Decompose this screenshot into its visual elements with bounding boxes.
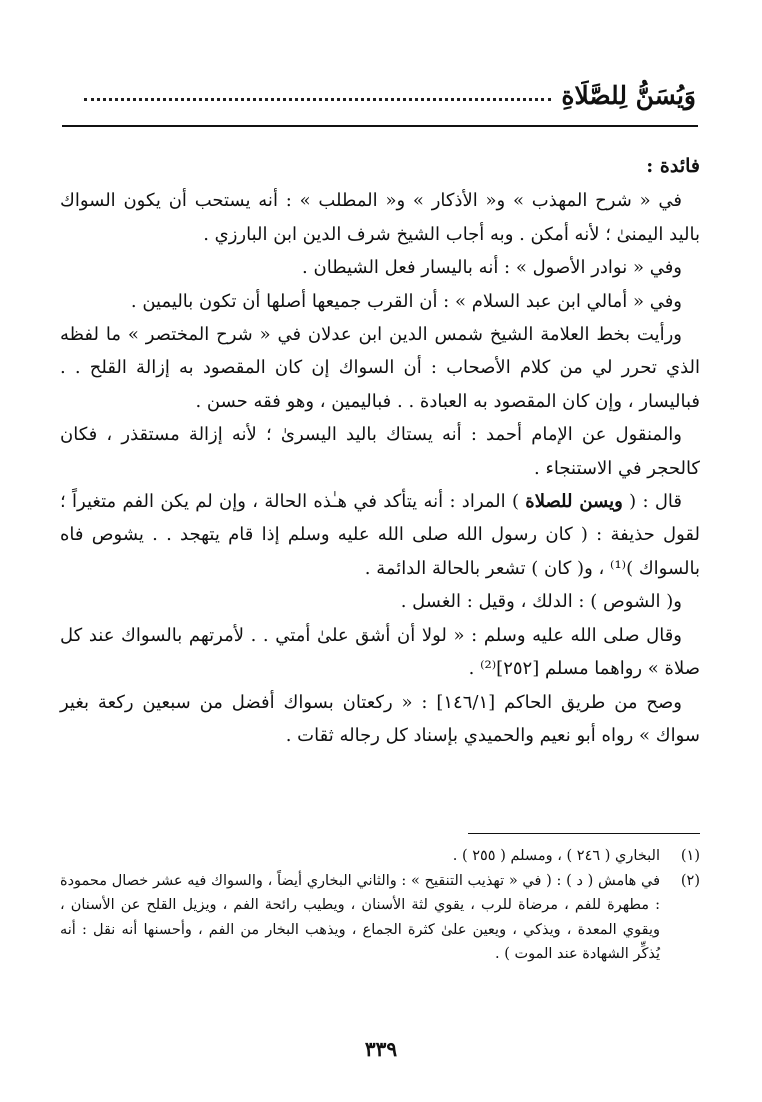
paragraph-4: ورأيت بخط العلامة الشيخ شمس الدين ابن عدلان في « شرح المختصر » ما لفظه الذي تحرر لي من كلام الأصحاب : أن السواك إن كان المقصود به إزالة القلح . . فباليسار ، وإن كان المقصود به العبادة . . فباليمين ، وهو فقه حسن . bbox=[60, 324, 700, 412]
header-dotted-leader bbox=[84, 98, 551, 101]
footnote-2 bbox=[60, 869, 700, 967]
footnote-2-number: (٢) bbox=[680, 872, 700, 889]
section-heading: فائدة : bbox=[646, 155, 700, 177]
footnotes bbox=[60, 844, 700, 967]
running-header bbox=[84, 70, 696, 110]
paragraph-5: والمنقول عن الإمام أحمد : أنه يستاك باليد اليسرىٰ ؛ لأنه إزالة مستقذر ، فكان كالحجر في الاستنجاء . bbox=[60, 424, 700, 479]
footnote-1 bbox=[60, 844, 700, 869]
paragraph-9: وصح من طريق الحاكم [١٤٦/١] : « ركعتان بسواك أفضل من سبعين ركعة بغير سواك » رواه أبو نعيم والحميدي بإسناد كل رجاله ثقات . bbox=[60, 691, 700, 746]
page-number: ٣٣٩ bbox=[364, 1037, 398, 1061]
footnote-1-number: (١) bbox=[680, 848, 700, 864]
paragraph-1: في « شرح المهذب » و« الأذكار » و« المطلب » : أنه يستحب أن يكون السواك باليد اليمنىٰ ؛ لأنه أمكن . وبه أجاب الشيخ شرف الدين ابن البارزي . bbox=[60, 190, 700, 245]
running-header-title: وَيُسَنُّ لِلصَّلَاةِ bbox=[561, 81, 696, 110]
paragraph-6-rest: ) المراد : أنه يتأكد في هـٰذه الحالة ، وإن لم يكن الفم متغيراً ؛ لقول حذيفة : ( كان رسول الله صلى الله عليه وسلم إذا قام يتهجد . . يشوص فاه بالسواك )⁽¹⁾ ، و( كان ) تشعر بالحالة الدائمة . bbox=[60, 491, 700, 579]
paragraph-2: وفي « نوادر الأصول » : أنه باليسار فعل الشيطان . bbox=[302, 257, 682, 279]
footnote-separator bbox=[468, 833, 700, 834]
header-rule bbox=[62, 125, 698, 127]
paragraph-6-lead: قال : ( bbox=[629, 491, 682, 513]
footnote-1-text: البخاري ( ٢٤٦ ) ، ومسلم ( ٢٥٥ ) . bbox=[452, 848, 660, 864]
main-text bbox=[60, 150, 700, 752]
paragraph-3: وفي « أمالي ابن عبد السلام » : أن القرب جميعها أصلها أن تكون باليمين . bbox=[130, 290, 682, 312]
paragraph-8: وقال صلى الله عليه وسلم : « لولا أن أشق علىٰ أمتي . . لأمرتهم بالسواك عند كل صلاة » رواهما مسلم [٢٥٢]⁽²⁾ . bbox=[60, 624, 700, 680]
paragraph-7: و( الشوص ) : الدلك ، وقيل : الغسل . bbox=[400, 591, 682, 613]
paragraph-6-bold-term: ويسن للصلاة bbox=[525, 491, 623, 513]
footnote-2-text: في هامش ( د ) : ( في « تهذيب التنقيح » : والثاني البخاري أيضاً ، والسواك فيه عشر خصال محمودة : مطهرة للفم ، مرضاة للرب ، يقوي لثة الأسنان ، ويطيب رائحة الفم ، ويزيل القلح عن الأسنان ، ويقوي المعدة ، ويذكي ، ويعين علىٰ كثرة الجماع ، ويذهب البخار من الفم ، وأحسنها أنه نقل : أنه يُذكِّر الشهادة عند الموت ) . bbox=[60, 872, 660, 963]
paragraph-6 bbox=[60, 485, 700, 585]
